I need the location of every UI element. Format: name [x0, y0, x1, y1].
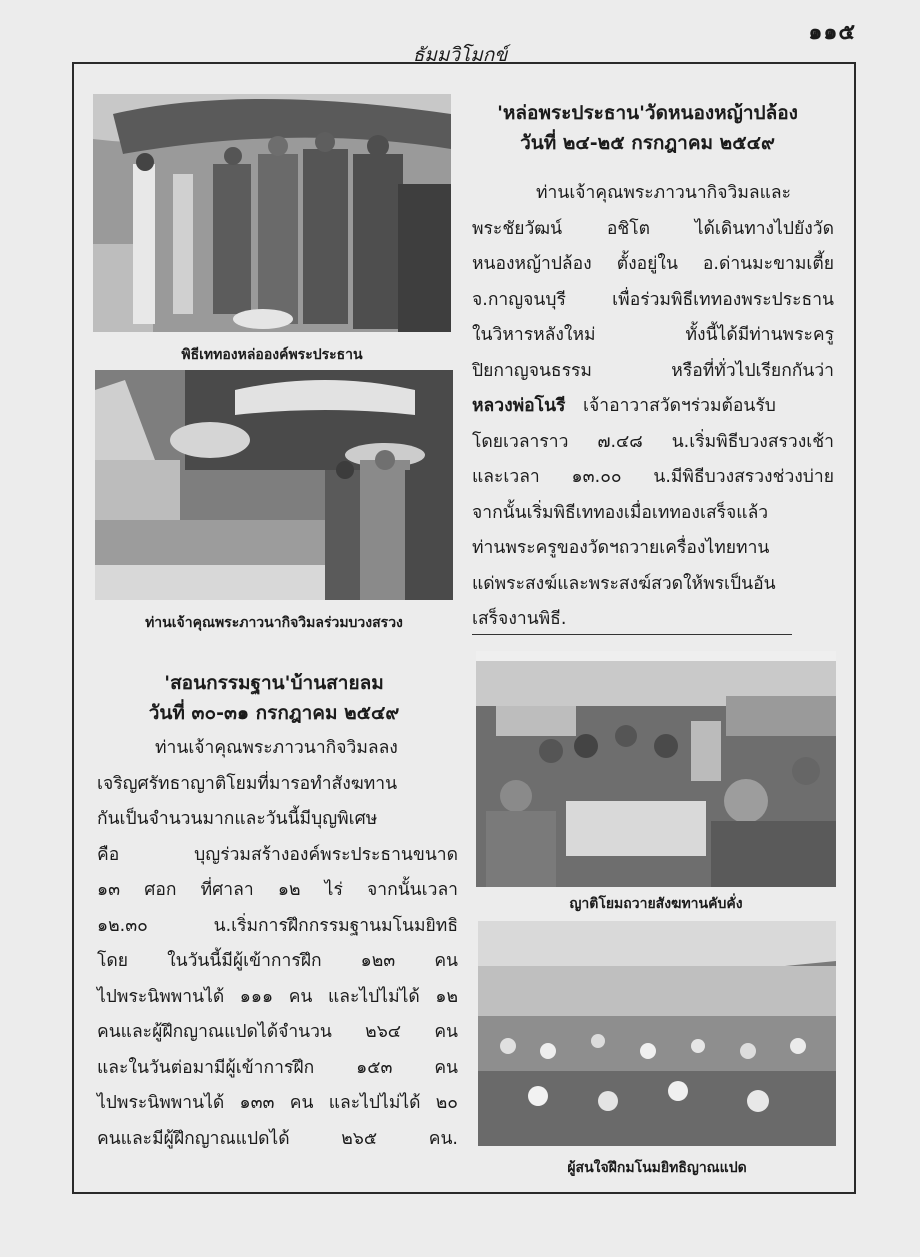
article1-line: แด่พระสงฆ์และพระสงฆ์สวดให้พรเป็นอัน: [472, 573, 776, 594]
photo-meditation-training: [478, 921, 836, 1146]
photo-almsgiving: [476, 651, 836, 887]
article1-title-line1: 'หล่อพระประธาน'วัดหนองหญ้าปล้อง: [497, 102, 798, 124]
article1-line: โดยเวลาราว ๗.๔๘ น.เริ่มพิธีบวงสรวงเช้า: [472, 431, 834, 452]
photo-casting-ceremony: [93, 94, 451, 332]
article1-title-line2: วันที่ ๒๔-๒๕ กรกฎาคม ๒๕๔๙: [520, 132, 775, 154]
article1-line: ในวิหารหลังใหม่ ทั้งนี้ได้มีท่านพระครู: [472, 325, 834, 345]
article1-line: ท่านพระครูของวัดฯถวายเครื่องไทยทาน: [472, 538, 770, 558]
article2-title: [95, 668, 453, 728]
article1-line: เสร็จงานพิธี.: [472, 609, 567, 629]
article2-line: คนและผู้ฝึกญาณแปดได้จำนวน ๒๖๔ คน: [97, 1022, 458, 1042]
article1-line: หนองหญ้าปล้อง ตั้งอยู่ใน อ.ด่านมะขามเตี้ย: [472, 254, 834, 274]
caption-casting-ceremony: พิธีเททองหล่อองค์พระประธาน: [181, 347, 363, 363]
article2-line: และในวันต่อมามีผู้เข้าการฝึก ๑๕๓ คน: [97, 1057, 458, 1078]
article1-line: จ.กาญจนบุรี เพื่อร่วมพิธีเททองพระประธาน: [472, 289, 834, 310]
article1-line: พระชัยวัฒน์ อชิโต ได้เดินทางไปยังวัด: [472, 218, 834, 239]
article1-bold-name: หลวงพ่อโนรี: [472, 396, 566, 416]
article2-line: เจริญศรัทธาญาติโยมที่มารอทำสังฆทาน: [97, 773, 398, 794]
article1-line: และเวลา ๑๓.๐๐ น.มีพิธีบวงสรวงช่วงบ่าย: [472, 467, 834, 487]
article2-body: [97, 731, 458, 1157]
article1-title: [470, 98, 825, 158]
article2-line: ไปพระนิพพานได้ ๑๓๓ คน และไปไม่ได้ ๒๐: [97, 1093, 458, 1113]
article1-end-rule: [472, 634, 792, 635]
article1-line: ท่านเจ้าคุณพระภาวนากิจวิมลและ: [536, 183, 791, 203]
article2-line: ไปพระนิพพานได้ ๑๑๑ คน และไปไม่ได้ ๑๒: [97, 986, 458, 1007]
article1-line: ปิยกาญจนธรรม หรือที่ทั่วไปเรียกกันว่า: [472, 360, 834, 381]
article2-line: ท่านเจ้าคุณพระภาวนากิจวิมลลง: [155, 738, 398, 758]
article1-line: [472, 389, 834, 425]
article1-line: จากนั้นเริ่มพิธีเททองเมื่อเททองเสร็จแล้ว: [472, 502, 769, 523]
article2-line: ๑๒.๓๐ น.เริ่มการฝึกกรรมฐานมโนมยิทธิ: [97, 915, 458, 936]
article2-title-line2: วันที่ ๓๐-๓๑ กรกฎาคม ๒๕๔๙: [148, 702, 400, 724]
article2-line: คือ บุญร่วมสร้างองค์พระประธานขนาด: [97, 844, 458, 865]
photo-offering-ritual: [95, 370, 453, 600]
article2-title-line1: 'สอนกรรมฐาน'บ้านสายลม: [164, 672, 384, 694]
article2-line: ๑๓ ศอก ที่ศาลา ๑๒ ไร่ จากนั้นเวลา: [97, 880, 458, 900]
caption-meditation-training: ผู้สนใจฝึกมโนมยิทธิญาณแปด: [567, 1160, 747, 1176]
article2-line: โดย ในวันนี้มีผู้เข้าการฝึก ๑๒๓ คน: [97, 951, 458, 971]
article2-line: กันเป็นจำนวนมากและวันนี้มีบุญพิเศษ: [97, 809, 378, 829]
article2-line: คนและมีผู้ฝึกญาณแปดได้ ๒๖๕ คน.: [97, 1128, 458, 1149]
running-header: ธัมมวิโมกข์: [0, 40, 920, 70]
caption-almsgiving: ญาติโยมถวายสังฆทานคับคั่ง: [569, 896, 743, 912]
page-number: ๑๑๕: [808, 20, 856, 45]
article1-body: [472, 176, 834, 638]
article1-line-rest: เจ้าอาวาสวัดฯร่วมต้อนรับ: [583, 396, 776, 416]
caption-offering-ritual: ท่านเจ้าคุณพระภาวนากิจวิมลร่วมบวงสรวง: [145, 615, 403, 631]
